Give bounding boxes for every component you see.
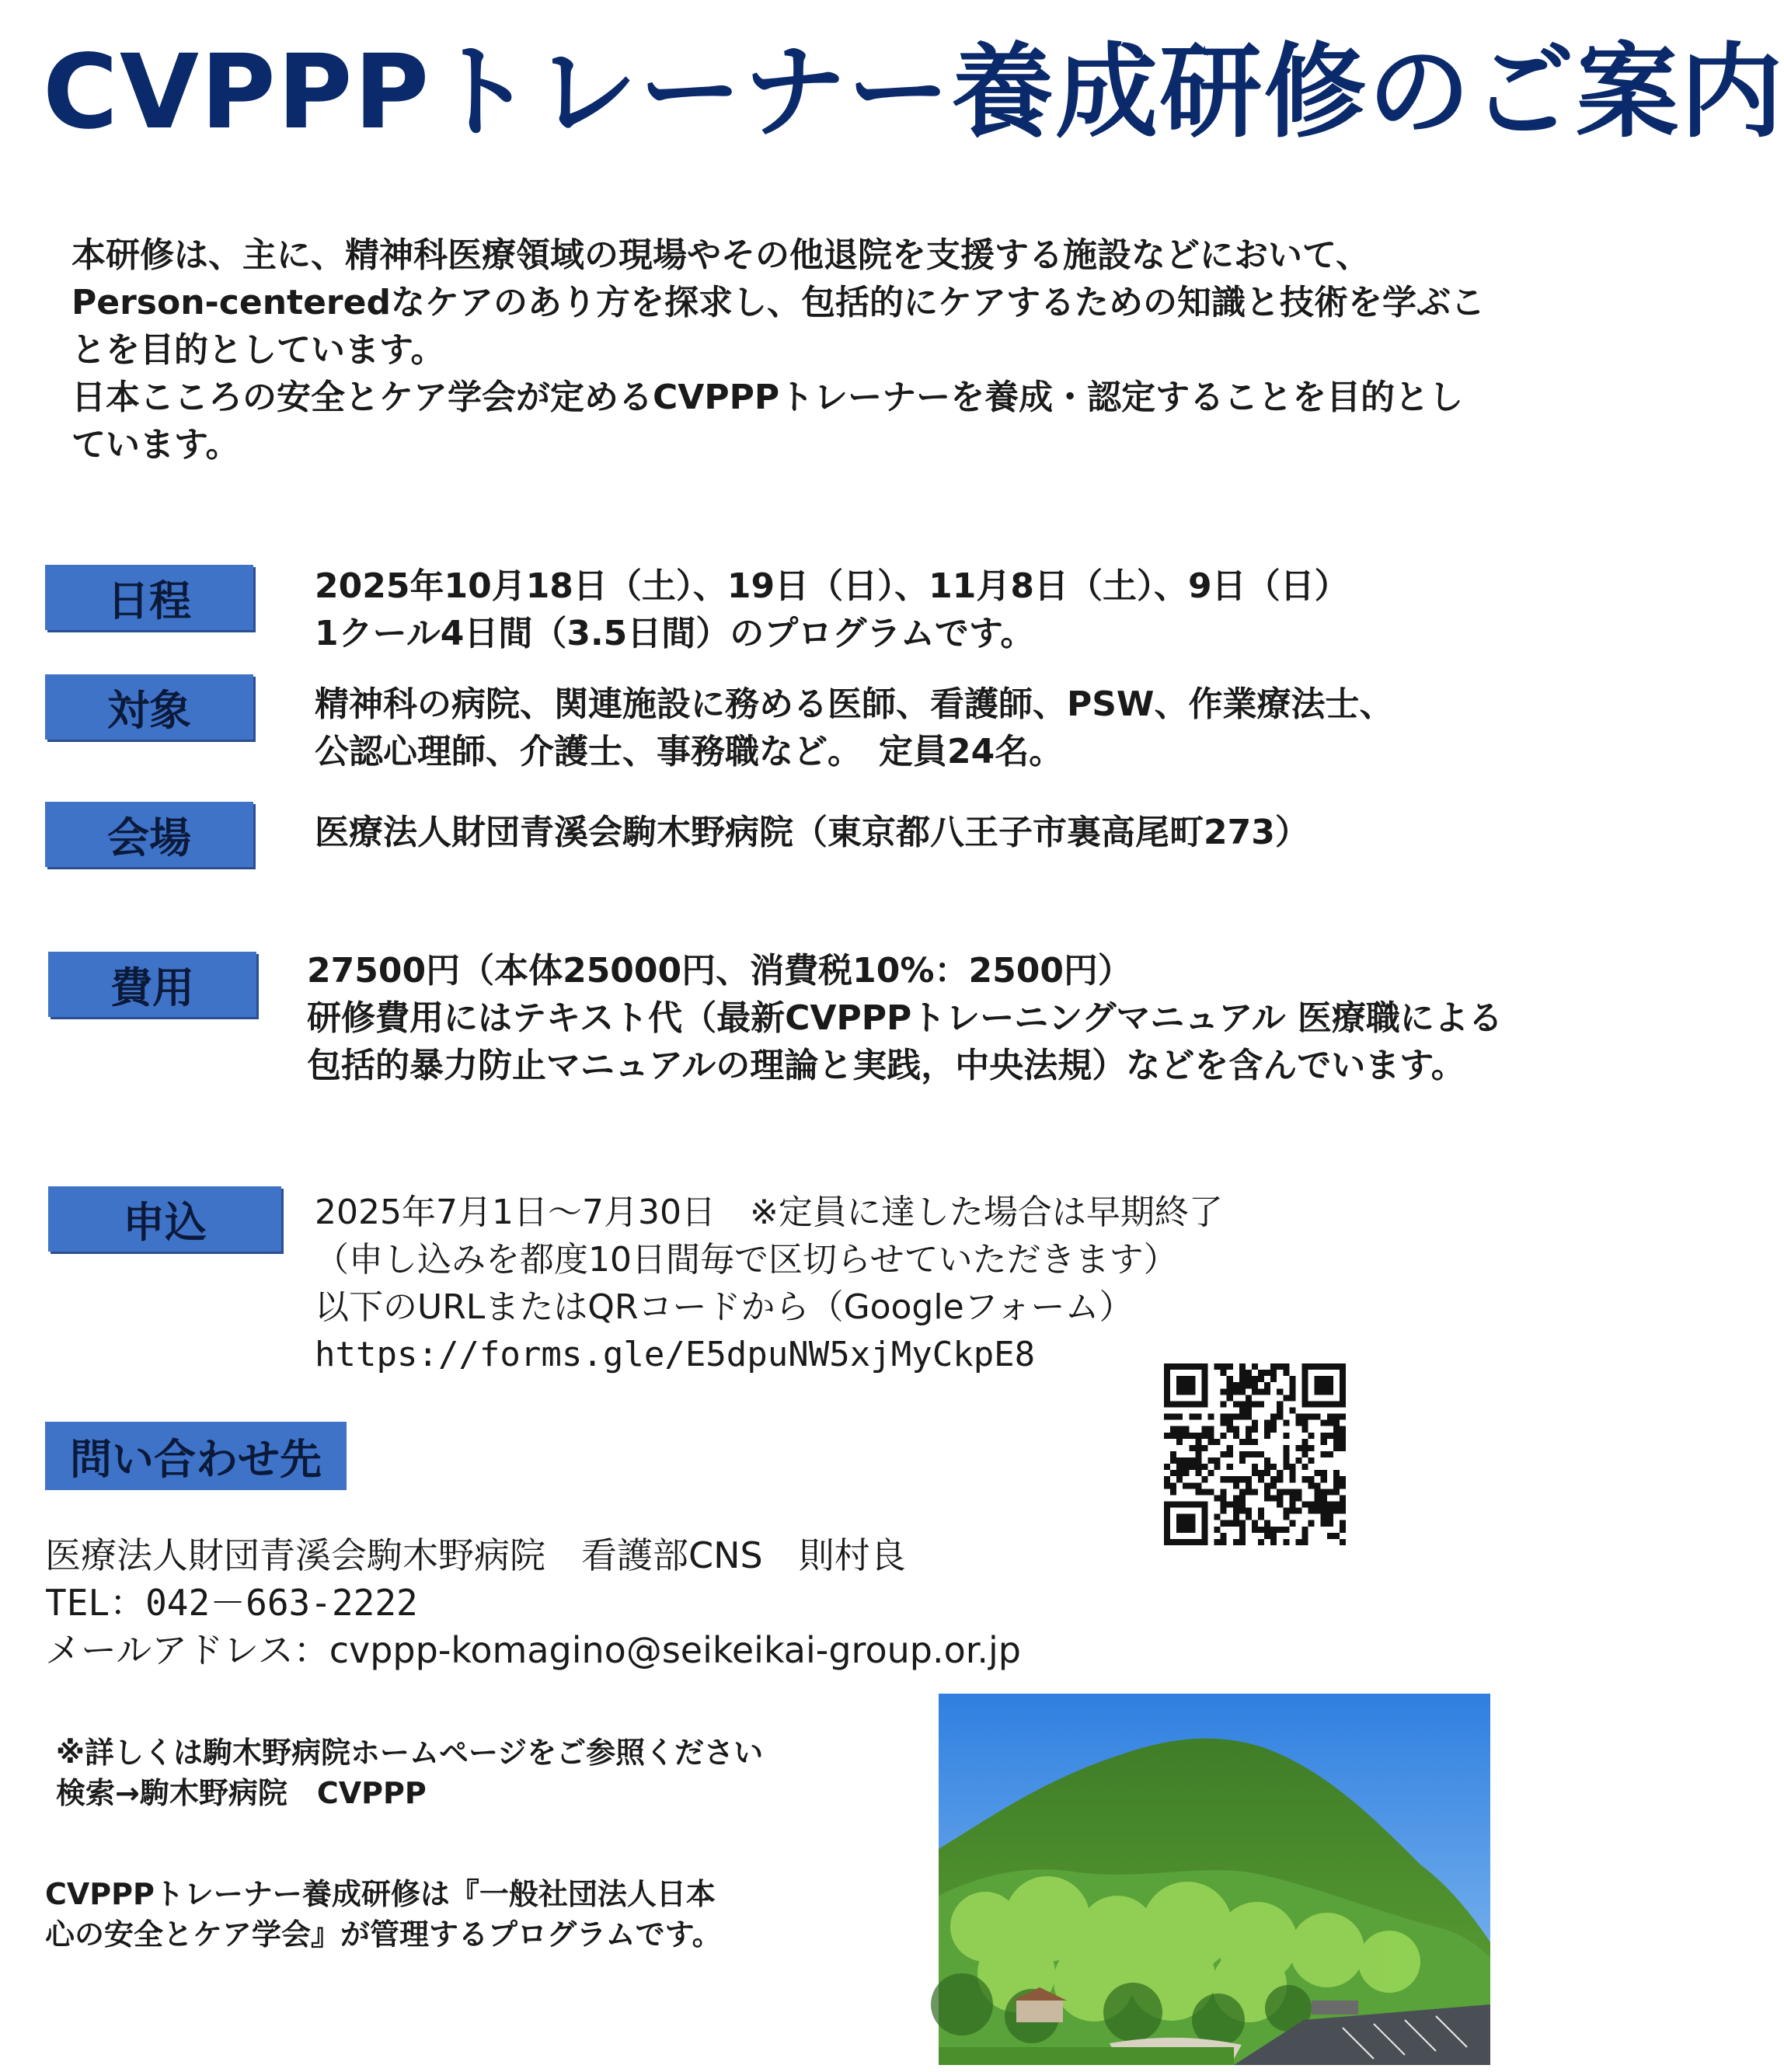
application-info [315,1189,1223,1378]
qr-code[interactable] [1164,1363,1346,1545]
fee-info [307,947,1503,1089]
intro-line: 本研修は、主に、精神科医療領域の現場やその他退院を支援する施設などにおいて、 [71,235,1371,275]
contact-organization: 医療法人財団青溪会駒木野病院 看護部CNS 則村良 [45,1534,906,1576]
venue-info [315,809,1309,856]
target-line: 公認心理師、介護士、事務職など。 定員24名。 [315,732,1064,771]
schedule-dates: 2025年10月18日（土）、19日（日）、11月8日（土）、9日（日） [315,566,1349,606]
contact-label: 問い合わせ先 [45,1422,347,1490]
page-title: CVPPPトレーナー養成研修のご案内 [43,33,1784,152]
venue-label: 会場 [45,802,253,867]
contact-phone: TEL：042－663-2222 [45,1582,418,1624]
contact-info [45,1532,1021,1674]
fee-amount: 27500円（本体25000円、消費税10%：2500円） [307,951,1132,991]
contact-email-link[interactable]: メールアドレス：cvppp-komagino@seikeikai-group.or.jp [45,1629,1022,1671]
footer-note-line: 心の安全とケア学会』が管理するプログラムです。 [45,1917,722,1952]
homepage-note [56,1732,763,1813]
intro-text [71,232,1532,468]
intro-line: ています。 [71,425,240,465]
intro-line: Person-centeredなケアのあり方を探求し、包括的にケアするための知識と技術を学ぶこ [71,283,1485,322]
intro-line: とを目的としています。 [71,330,445,370]
contact-email [45,1627,1021,1674]
application-period: 2025年7月1日～7月30日 ※定員に達した場合は早期終了 [315,1193,1223,1232]
application-label: 申込 [48,1186,281,1252]
mountain-landscape-image [939,1694,1490,2065]
footer-note [45,1874,722,1955]
fee-label: 費用 [48,952,256,1017]
venue-address: 医療法人財団青溪会駒木野病院（東京都八王子市裏高尾町273） [315,813,1309,852]
schedule-info [315,562,1349,657]
schedule-program: 1クール4日間（3.5日間）のプログラムです。 [315,614,1035,653]
application-url-link[interactable]: https://forms.gle/E5dpuNW5xjMyCkpE8 [315,1335,1036,1374]
qr-code-graphic [1164,1363,1346,1545]
target-label: 対象 [45,674,253,740]
search-hint: 検索→駒木野病院 CVPPP [56,1776,427,1810]
schedule-label: 日程 [45,565,253,630]
homepage-note-line: ※詳しくは駒木野病院ホームページをご参照ください [56,1736,764,1770]
target-line: 精神科の病院、関連施設に務める医師、看護師、PSW、作業療法士、 [315,684,1394,724]
fee-detail: 包括的暴力防止マニュアルの理論と実践，中央法規）などを含んでいます。 [307,1046,1465,1085]
intro-line: 日本こころの安全とケア学会が定めるCVPPPトレーナーを養成・認定することを目的とし [71,378,1464,417]
target-info [315,681,1393,775]
application-note: （申し込みを都度10日間毎で区切らせていただきます） [315,1240,1178,1280]
mountain-photo [939,1694,1490,2065]
application-instruction: 以下のURLまたはQRコードから（Googleフォーム） [315,1287,1134,1327]
fee-detail: 研修費用にはテキスト代（最新CVPPPトレーニングマニュアル 医療職による [307,998,1503,1038]
footer-note-line: CVPPPトレーナー養成研修は『一般社団法人日本 [45,1877,716,1911]
